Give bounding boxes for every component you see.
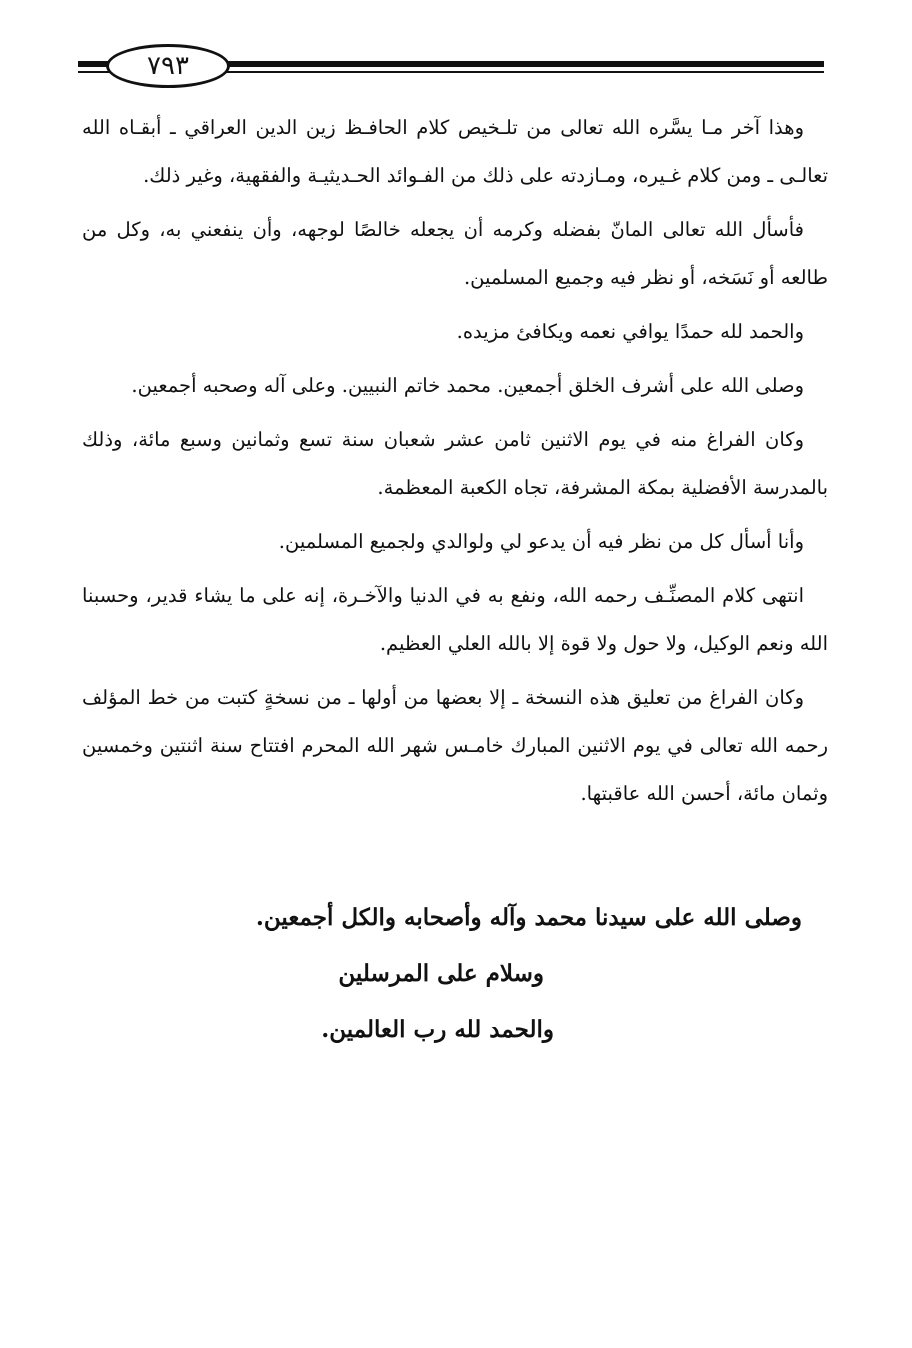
paragraph-request-prayer: وأنا أسأل كل من نظر فيه أن يدعو لي ولوالدي ولجميع المسلمين. bbox=[278, 530, 804, 553]
closing-line-blessing: وصلى الله على سيدنا محمد وآله وأصحابه والكل أجمعين. bbox=[255, 904, 802, 931]
paragraph-author-end: انتهى كلام المصنِّـف رحمه الله، ونفع به في الدنيا والآخـرة، إنه على ما يشاء قدير، وحسبنا الله ونعم الوكيل، ولا حول ولا قوة إلا بالله العلي العظيم. bbox=[82, 584, 828, 655]
closing-line-peace: وسلام على المرسلين bbox=[338, 960, 544, 987]
paragraph-supplication: فأسأل الله تعالى المانّ بفضله وكرمه أن يجعله خالصًا لوجهه، وأن ينفعني به، وكل من طالعه أو نَسَخه، أو نظر فيه وجميع المسلمين. bbox=[82, 218, 828, 289]
page-header bbox=[78, 42, 824, 92]
paragraph-blessing: وصلى الله على أشرف الخلق أجمعين. محمد خاتم النبيين. وعلى آله وصحبه أجمعين. bbox=[131, 374, 804, 397]
paragraph-copy-colophon: وكان الفراغ من تعليق هذه النسخة ـ إلا بعضها من أولها ـ من نسخةٍ كتبت من خط المؤلف رحمه الله تعالى في يوم الاثنين المبارك خامـس شهر الله المحرم افتتاح سنة اثنتين وخمسين وثمان مائة، أحسن الله عاقبتها. bbox=[82, 686, 828, 805]
closing-formula bbox=[0, 890, 912, 1058]
body-text bbox=[82, 104, 828, 818]
page-number: ٧٩٣ bbox=[106, 44, 230, 88]
paragraph-summary-end: وهذا آخر مـا يسَّره الله تعالى من تلـخيص كلام الحافـظ زين الدين العراقي ـ أبقـاه الله تعالـى ـ ومن كلام غـيره، ومـازدته على ذلك من الفـوائد الحـديثيـة والفقهية، وغير ذلك. bbox=[82, 116, 828, 187]
paragraph-completion-date: وكان الفراغ منه في يوم الاثنين ثامن عشر شعبان سنة تسع وثمانين وسبع مائة، وذلك بالمدرسة الأفضلية بمكة المشرفة، تجاه الكعبة المعظمة. bbox=[82, 428, 828, 499]
paragraph-praise: والحمد لله حمدًا يوافي نعمه ويكافئ مزيده. bbox=[456, 320, 804, 343]
closing-line-praise: والحمد لله رب العالمين. bbox=[321, 1016, 554, 1043]
